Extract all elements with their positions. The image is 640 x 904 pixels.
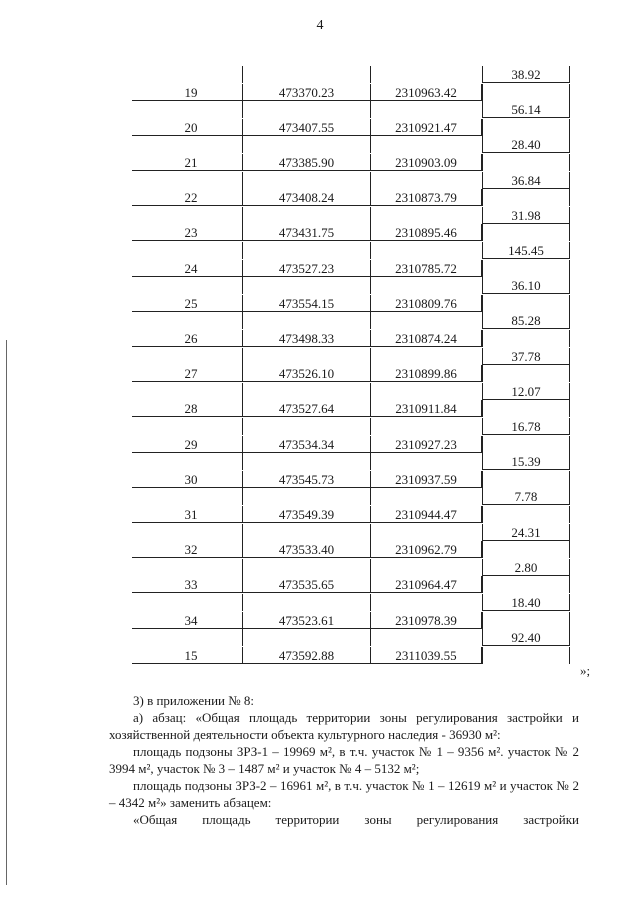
x-coordinate-cell: 473370.23	[242, 84, 370, 101]
segment-length-cell: 24.31	[482, 524, 570, 541]
paragraph: площадь подзоны ЗРЗ-2 – 16961 м², в т.ч. участок № 1 – 12619 м² и участок № 2 – 4342 м²» заменить абзацем:	[109, 778, 579, 810]
x-coordinate-cell-empty	[242, 594, 370, 611]
x-coordinate-cell: 473407.55	[242, 119, 370, 136]
length-cell-empty	[482, 541, 570, 558]
y-coordinate-cell: 2310978.39	[370, 612, 482, 629]
point-number-cell-empty	[132, 383, 242, 400]
y-coordinate-cell: 2310874.24	[370, 330, 482, 347]
point-number-cell: 34	[132, 612, 242, 629]
x-coordinate-cell: 473526.10	[242, 365, 370, 382]
point-number-cell-empty	[132, 559, 242, 576]
segment-length-cell: 31.98	[482, 207, 570, 224]
point-number-cell: 25	[132, 295, 242, 312]
y-coordinate-cell: 2310873.79	[370, 189, 482, 206]
x-coordinate-cell: 473431.75	[242, 224, 370, 241]
x-coordinate-cell-empty	[242, 172, 370, 189]
y-coordinate-cell: 2310785.72	[370, 260, 482, 277]
segment-length-cell: 2.80	[482, 559, 570, 576]
y-coordinate-cell: 2310963.42	[370, 84, 482, 101]
x-coordinate-cell-empty	[242, 242, 370, 259]
point-number-cell-empty	[132, 594, 242, 611]
length-cell-empty	[482, 471, 570, 488]
segment-length-cell: 85.28	[482, 312, 570, 329]
point-number-cell-empty	[132, 66, 242, 83]
x-coordinate-cell-empty	[242, 488, 370, 505]
x-coordinate-cell: 473527.64	[242, 400, 370, 417]
y-coordinate-cell: 2310899.86	[370, 365, 482, 382]
point-number-cell-empty	[132, 207, 242, 224]
length-cell-empty	[482, 506, 570, 523]
x-coordinate-cell: 473385.90	[242, 154, 370, 171]
x-coordinate-cell: 473533.40	[242, 541, 370, 558]
x-coordinate-cell-empty	[242, 524, 370, 541]
segment-length-cell: 12.07	[482, 383, 570, 400]
y-coordinate-cell-empty	[370, 453, 482, 470]
y-coordinate-cell: 2311039.55	[370, 647, 482, 664]
paragraph: 3) в приложении № 8:	[133, 693, 255, 708]
point-number-cell: 29	[132, 436, 242, 453]
y-coordinate-cell-empty	[370, 242, 482, 259]
point-number-cell: 27	[132, 365, 242, 382]
segment-length-cell: 36.10	[482, 277, 570, 294]
y-coordinate-cell: 2310964.47	[370, 576, 482, 593]
x-coordinate-cell: 473535.65	[242, 576, 370, 593]
y-coordinate-cell-empty	[370, 524, 482, 541]
length-cell-empty	[482, 260, 570, 277]
point-number-cell: 15	[132, 647, 242, 664]
length-cell-empty	[482, 295, 570, 312]
point-number-cell-empty	[132, 101, 242, 118]
x-coordinate-cell: 473498.33	[242, 330, 370, 347]
segment-length-cell: 37.78	[482, 348, 570, 365]
body-text	[109, 692, 579, 828]
y-coordinate-cell-empty	[370, 559, 482, 576]
point-number-cell-empty	[132, 524, 242, 541]
y-coordinate-cell-empty	[370, 172, 482, 189]
point-number-cell-empty	[132, 488, 242, 505]
point-number-cell-empty	[132, 348, 242, 365]
point-number-cell-empty	[132, 242, 242, 259]
x-coordinate-cell-empty	[242, 101, 370, 118]
y-coordinate-cell: 2310962.79	[370, 541, 482, 558]
x-coordinate-cell-empty	[242, 312, 370, 329]
margin-line	[6, 340, 7, 885]
x-coordinate-cell: 473527.23	[242, 260, 370, 277]
paragraph: а) абзац: «Общая площадь территории зоны регулирования застройки и хозяйственной деятельности объекта культурного наследия - 36930 м²:	[109, 710, 579, 742]
length-cell-empty	[482, 365, 570, 382]
x-coordinate-cell: 473545.73	[242, 471, 370, 488]
segment-length-cell: 92.40	[482, 629, 570, 646]
y-coordinate-cell: 2310937.59	[370, 471, 482, 488]
segment-length-cell: 145.45	[482, 242, 570, 259]
length-cell-empty	[482, 400, 570, 417]
y-coordinate-cell: 2310944.47	[370, 506, 482, 523]
y-coordinate-cell-empty	[370, 594, 482, 611]
length-cell-empty	[482, 612, 570, 629]
y-coordinate-cell-empty	[370, 348, 482, 365]
length-cell-empty	[482, 119, 570, 136]
y-coordinate-cell-empty	[370, 629, 482, 646]
point-number-cell: 28	[132, 400, 242, 417]
y-coordinate-cell: 2310911.84	[370, 400, 482, 417]
point-number-cell-empty	[132, 453, 242, 470]
length-cell-empty	[482, 330, 570, 347]
x-coordinate-cell-empty	[242, 348, 370, 365]
y-coordinate-cell-empty	[370, 383, 482, 400]
segment-length-cell: 36.84	[482, 172, 570, 189]
point-number-cell: 21	[132, 154, 242, 171]
x-coordinate-cell: 473408.24	[242, 189, 370, 206]
x-coordinate-cell-empty	[242, 453, 370, 470]
x-coordinate-cell: 473554.15	[242, 295, 370, 312]
point-number-cell: 22	[132, 189, 242, 206]
x-coordinate-cell-empty	[242, 136, 370, 153]
y-coordinate-cell-empty	[370, 418, 482, 435]
point-number-cell: 19	[132, 84, 242, 101]
x-coordinate-cell-empty	[242, 418, 370, 435]
table-end-mark: »;	[580, 663, 591, 678]
x-coordinate-cell: 473549.39	[242, 506, 370, 523]
segment-length-cell: 18.40	[482, 594, 570, 611]
y-coordinate-cell: 2310903.09	[370, 154, 482, 171]
point-number-cell-empty	[132, 136, 242, 153]
y-coordinate-cell: 2310927.23	[370, 436, 482, 453]
segment-length-cell: 38.92	[482, 66, 570, 83]
point-number-cell-empty	[132, 172, 242, 189]
point-number-cell: 24	[132, 260, 242, 277]
length-cell-empty	[482, 576, 570, 593]
length-cell-empty	[482, 154, 570, 171]
x-coordinate-cell-empty	[242, 383, 370, 400]
y-coordinate-cell-empty	[370, 488, 482, 505]
point-number-cell: 31	[132, 506, 242, 523]
y-coordinate-cell: 2310921.47	[370, 119, 482, 136]
segment-length-cell: 28.40	[482, 136, 570, 153]
x-coordinate-cell: 473523.61	[242, 612, 370, 629]
x-coordinate-cell-empty	[242, 207, 370, 224]
x-coordinate-cell-empty	[242, 629, 370, 646]
x-coordinate-cell: 473592.88	[242, 647, 370, 664]
y-coordinate-cell-empty	[370, 207, 482, 224]
point-number-cell-empty	[132, 312, 242, 329]
segment-length-cell: 15.39	[482, 453, 570, 470]
point-number-cell: 33	[132, 576, 242, 593]
point-number-cell: 26	[132, 330, 242, 347]
x-coordinate-cell-empty	[242, 559, 370, 576]
point-number-cell: 32	[132, 541, 242, 558]
paragraph: «Общая площадь территории зоны регулирования застройки	[133, 812, 579, 827]
point-number-cell: 20	[132, 119, 242, 136]
y-coordinate-cell-empty	[370, 312, 482, 329]
y-coordinate-cell: 2310809.76	[370, 295, 482, 312]
page-number: 4	[316, 18, 324, 33]
point-number-cell-empty	[132, 418, 242, 435]
segment-length-cell: 56.14	[482, 101, 570, 118]
length-cell-empty	[482, 84, 570, 101]
y-coordinate-cell-empty	[370, 101, 482, 118]
y-coordinate-cell-empty	[370, 136, 482, 153]
length-cell-empty	[482, 436, 570, 453]
length-cell-empty	[482, 647, 570, 664]
length-cell-empty	[482, 189, 570, 206]
x-coordinate-cell-empty	[242, 277, 370, 294]
point-number-cell: 23	[132, 224, 242, 241]
paragraph: площадь подзоны ЗРЗ-1 – 19969 м², в т.ч. участок № 1 – 9356 м². участок № 2 3994 м², участок № 3 – 1487 м² и участок № 4 – 5132 м²;	[109, 744, 579, 776]
segment-length-cell: 7.78	[482, 488, 570, 505]
point-number-cell-empty	[132, 629, 242, 646]
y-coordinate-cell-empty	[370, 66, 482, 83]
segment-length-cell: 16.78	[482, 418, 570, 435]
x-coordinate-cell: 473534.34	[242, 436, 370, 453]
x-coordinate-cell-empty	[242, 66, 370, 83]
y-coordinate-cell: 2310895.46	[370, 224, 482, 241]
point-number-cell: 30	[132, 471, 242, 488]
point-number-cell-empty	[132, 277, 242, 294]
length-cell-empty	[482, 224, 570, 241]
y-coordinate-cell-empty	[370, 277, 482, 294]
